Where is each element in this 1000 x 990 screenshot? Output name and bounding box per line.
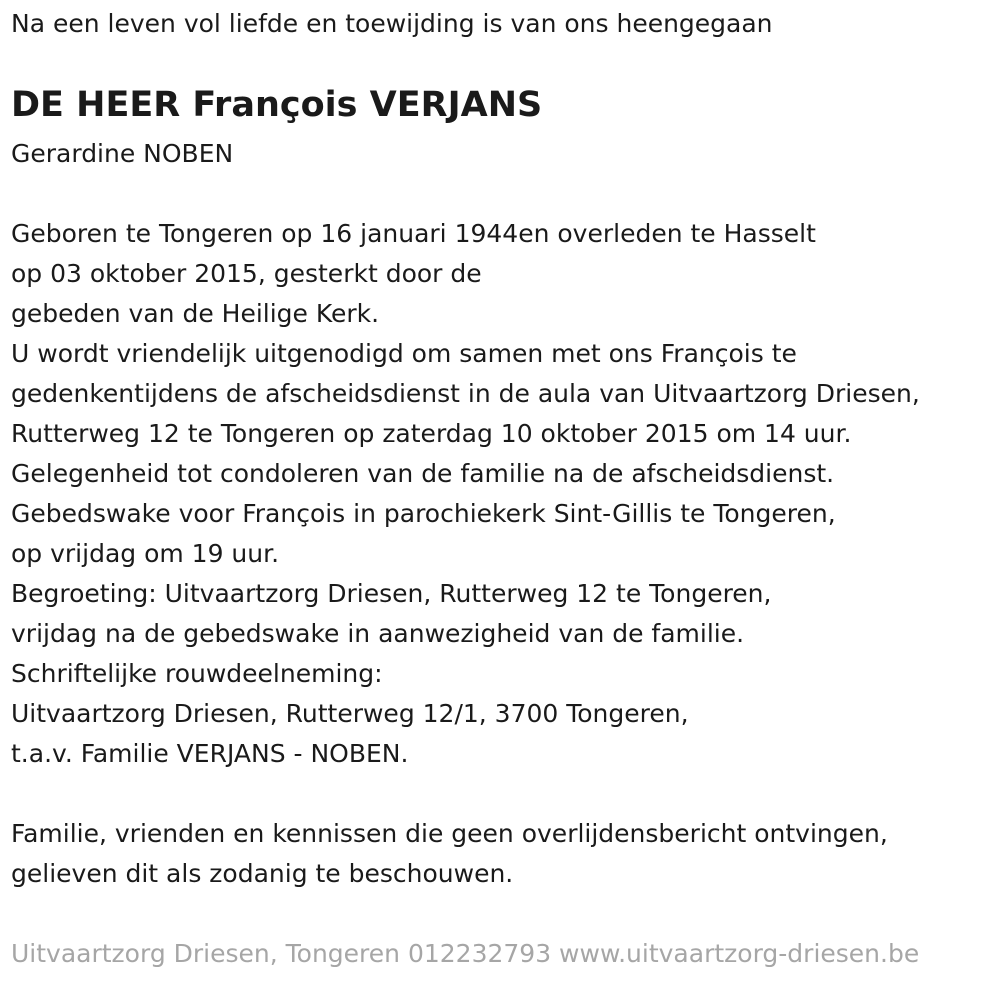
body-line: t.a.v. Familie VERJANS - NOBEN. — [11, 739, 409, 768]
body-line: Schriftelijke rouwdeelneming: — [11, 659, 383, 688]
closing-line: Familie, vrienden en kennissen die geen overlijdensbericht ontvingen, — [11, 819, 888, 848]
intro-text: Na een leven vol liefde en toewijding is van ons heengegaan — [11, 9, 773, 38]
body-line: gebeden van de Heilige Kerk. — [11, 299, 380, 328]
body-line: op vrijdag om 19 uur. — [11, 539, 280, 568]
funeral-home-footer: Uitvaartzorg Driesen, Tongeren 012232793 www.uitvaartzorg-driesen.be — [11, 939, 920, 968]
notice-body — [11, 214, 920, 774]
body-line: Rutterweg 12 te Tongeren op zaterdag 10 oktober 2015 om 14 uur. — [11, 419, 852, 448]
body-line: op 03 oktober 2015, gesterkt door de — [11, 259, 482, 288]
body-line: U wordt vriendelijk uitgenodigd om samen met ons François te — [11, 339, 797, 368]
closing-line: gelieven dit als zodanig te beschouwen. — [11, 859, 514, 888]
deceased-name: DE HEER François VERJANS — [11, 85, 543, 125]
partner-name: Gerardine NOBEN — [11, 139, 234, 168]
body-line: Uitvaartzorg Driesen, Rutterweg 12/1, 3700 Tongeren, — [11, 699, 689, 728]
body-line: gedenkentijdens de afscheidsdienst in de aula van Uitvaartzorg Driesen, — [11, 379, 920, 408]
closing-text — [11, 814, 888, 894]
body-line: Gelegenheid tot condoleren van de familie na de afscheidsdienst. — [11, 459, 835, 488]
body-line: Geboren te Tongeren op 16 januari 1944en overleden te Hasselt — [11, 219, 816, 248]
body-line: Begroeting: Uitvaartzorg Driesen, Rutterweg 12 te Tongeren, — [11, 579, 772, 608]
body-line: vrijdag na de gebedswake in aanwezigheid van de familie. — [11, 619, 745, 648]
body-line: Gebedswake voor François in parochiekerk Sint-Gillis te Tongeren, — [11, 499, 836, 528]
